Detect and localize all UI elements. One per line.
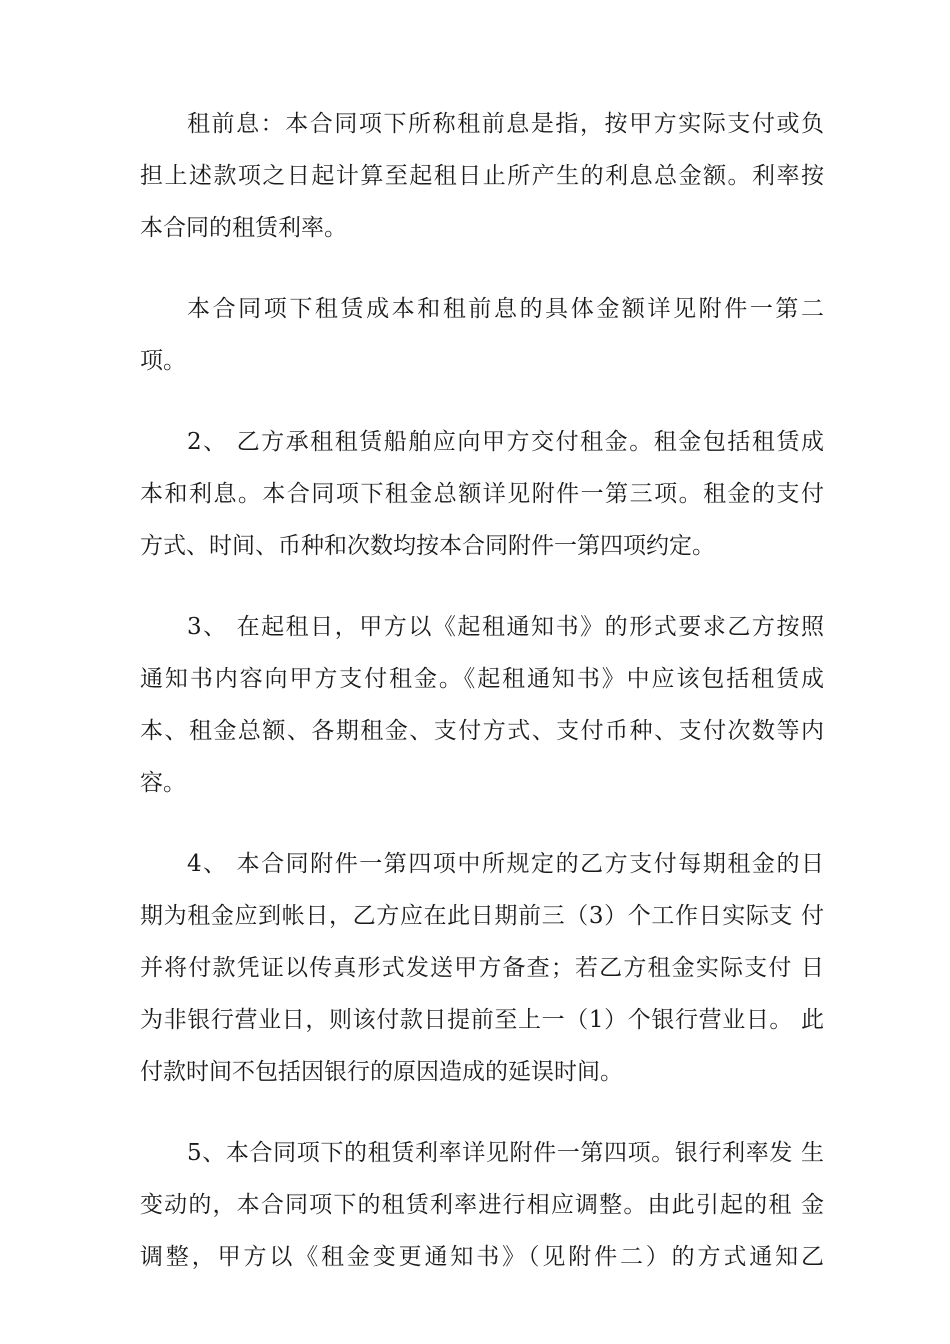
text-line: 项。 bbox=[140, 348, 186, 374]
text-line: 并将付款凭证以传真形式发送甲方备查；若乙方租金实际支付 日 bbox=[140, 955, 824, 981]
text-line: 4、 本合同附件一第四项中所规定的乙方支付每期租金的日 bbox=[187, 851, 824, 877]
text-line: 本、租金总额、各期租金、支付方式、支付币种、支付次数等内 bbox=[140, 718, 824, 744]
text-line: 3、 在起租日，甲方以《起租通知书》的形式要求乙方按照 bbox=[187, 614, 824, 640]
document-body bbox=[140, 98, 824, 1312]
text-line: 担上述款项之日起计算至起租日止所产生的利息总金额。利率按 bbox=[140, 163, 824, 189]
text-line: 通知书内容向甲方支付租金。《起租通知书》中应该包括租赁成 bbox=[140, 666, 824, 692]
paragraph-clause-3 bbox=[140, 601, 824, 809]
text-line: 调整，甲方以《租金变更通知书》（见附件二）的方式通知乙 bbox=[140, 1244, 824, 1270]
text-line: 2、 乙方承租租赁船舶应向甲方交付租金。租金包括租赁成 bbox=[187, 429, 824, 455]
text-line: 容。 bbox=[140, 770, 186, 796]
text-line: 租前息：本合同项下所称租前息是指，按甲方实际支付或负 bbox=[187, 111, 824, 137]
paragraph-clause-5 bbox=[140, 1127, 824, 1283]
paragraph-clause-2 bbox=[140, 416, 824, 572]
paragraph-pre-lease-interest bbox=[140, 98, 824, 254]
text-line: 5、本合同项下的租赁利率详见附件一第四项。银行利率发 生 bbox=[187, 1140, 824, 1166]
text-line: 变动的，本合同项下的租赁利率进行相应调整。由此引起的租 金 bbox=[140, 1192, 824, 1218]
text-line: 期为租金应到帐日，乙方应在此日期前三（3）个工作日实际支 付 bbox=[140, 903, 824, 929]
text-line: 方式、时间、币种和次数均按本合同附件一第四项约定。 bbox=[140, 533, 715, 559]
text-line: 本和利息。本合同项下租金总额详见附件一第三项。租金的支付 bbox=[140, 481, 824, 507]
paragraph-clause-4 bbox=[140, 838, 824, 1098]
text-line: 本合同项下租赁成本和租前息的具体金额详见附件一第二 bbox=[187, 296, 824, 322]
text-line: 付款时间不包括因银行的原因造成的延误时间。 bbox=[140, 1059, 623, 1085]
paragraph-lease-cost-amount bbox=[140, 283, 824, 387]
text-line: 本合同的租赁利率。 bbox=[140, 215, 347, 241]
text-line: 为非银行营业日，则该付款日提前至上一（1）个银行营业日。 此 bbox=[140, 1007, 824, 1033]
